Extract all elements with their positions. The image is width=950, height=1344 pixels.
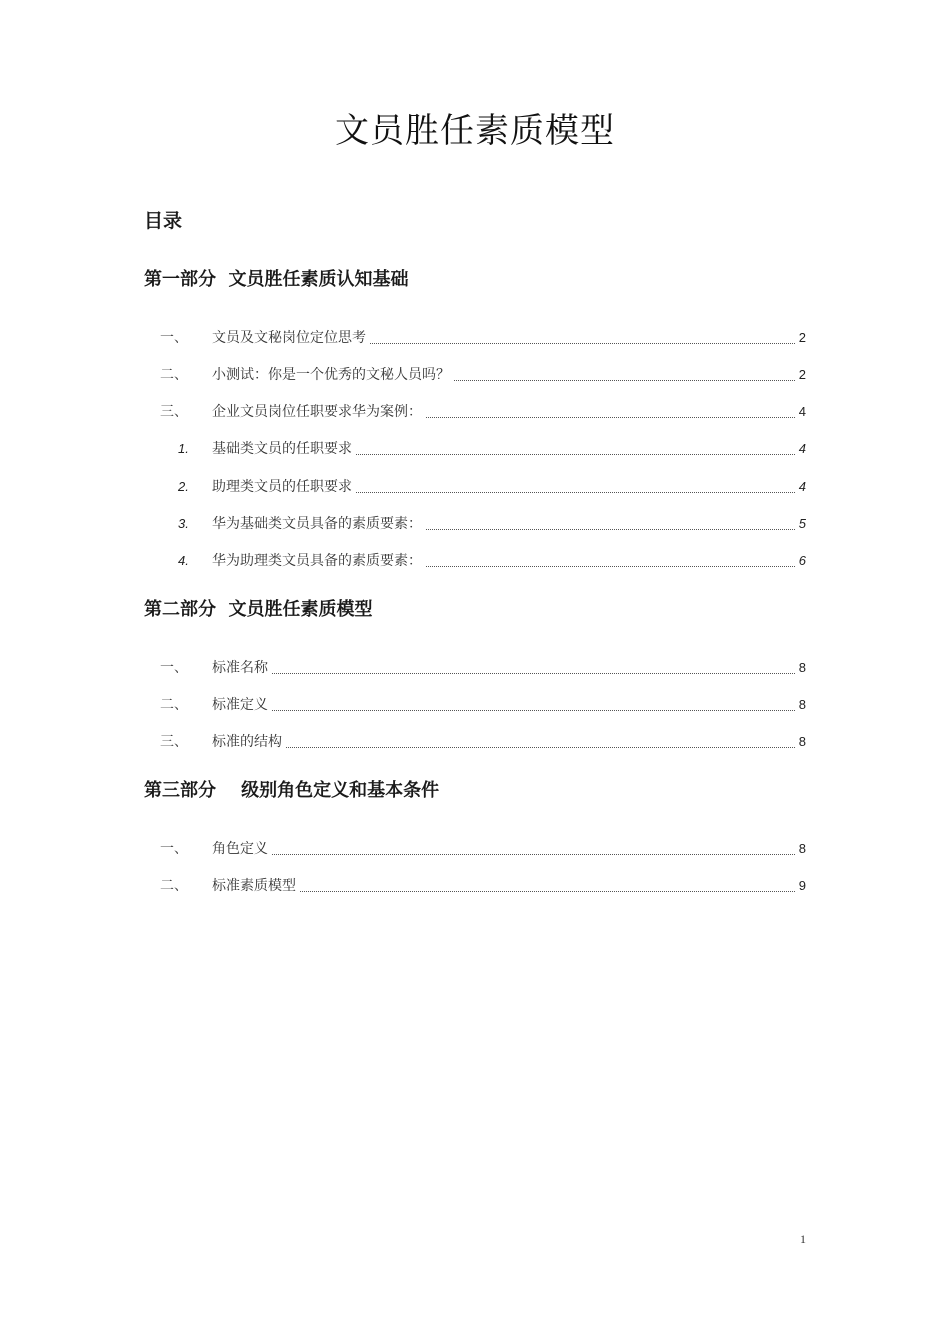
- toc-entry-label: 文员及文秘岗位定位思考: [212, 330, 366, 346]
- toc-entry-number: 二、: [160, 697, 188, 713]
- toc-entry-number: 1.: [178, 441, 189, 456]
- toc-entry-number: 一、: [160, 330, 188, 346]
- toc-entry-label: 标准名称: [212, 660, 268, 676]
- toc-subentry[interactable]: [160, 550, 806, 572]
- dot-leader: [426, 417, 795, 418]
- toc-entry-label: 企业文员岗位任职要求华为案例：: [212, 404, 422, 420]
- toc-entry-label: 标准素质模型: [212, 878, 296, 894]
- toc-entry[interactable]: [160, 364, 806, 386]
- dot-leader: [356, 492, 795, 493]
- toc-entry-label: 角色定义: [212, 841, 268, 857]
- toc-entry[interactable]: [160, 731, 806, 753]
- toc-entry-page: 5: [798, 516, 806, 531]
- toc-entry-number: 三、: [160, 734, 188, 750]
- toc-entry-number: 一、: [160, 841, 188, 857]
- toc-entry-number: 4.: [178, 553, 189, 568]
- toc-entry-page: 2: [798, 367, 806, 382]
- toc-entry-number: 2.: [178, 479, 189, 494]
- toc-entry-label: 标准的结构: [212, 734, 282, 750]
- dot-leader: [272, 673, 795, 674]
- section-heading-part-3: 第三部分 级别角色定义和基本条件: [144, 780, 440, 801]
- toc-entry-number: 二、: [160, 878, 188, 894]
- dot-leader: [454, 380, 795, 381]
- dot-leader: [426, 566, 795, 567]
- toc-entry-page: 9: [798, 878, 806, 893]
- section-heading-part-1: 第一部分 文员胜任素质认知基础: [144, 269, 409, 290]
- dot-leader: [426, 529, 795, 530]
- toc-entry-page: 6: [798, 553, 806, 568]
- toc-entry-page: 4: [798, 479, 806, 494]
- section-heading-part-2: 第二部分 文员胜任素质模型: [144, 599, 373, 620]
- dot-leader: [272, 854, 795, 855]
- toc-subentry[interactable]: [160, 513, 806, 535]
- toc-entry-number: 3.: [178, 516, 189, 531]
- page-number: 1: [800, 1232, 806, 1246]
- toc-entry-page: 2: [798, 330, 806, 345]
- toc-entry-label: 华为基础类文员具备的素质要素：: [212, 516, 422, 532]
- toc-heading: 目录: [144, 210, 183, 232]
- toc-entry[interactable]: [160, 657, 806, 679]
- toc-entry-page: 8: [798, 660, 806, 675]
- toc-entry[interactable]: [160, 694, 806, 716]
- dot-leader: [356, 454, 795, 455]
- toc-entry-page: 8: [798, 734, 806, 749]
- toc-subentry[interactable]: [160, 438, 806, 460]
- toc-entry-number: 一、: [160, 660, 188, 676]
- toc-entry-label: 小测试：你是一个优秀的文秘人员吗？: [212, 367, 450, 383]
- toc-entry-label: 助理类文员的任职要求: [212, 479, 352, 495]
- dot-leader: [272, 710, 795, 711]
- toc-entry[interactable]: [160, 327, 806, 349]
- toc-subentry[interactable]: [160, 476, 806, 498]
- toc-entry-number: 三、: [160, 404, 188, 420]
- dot-leader: [286, 747, 795, 748]
- dot-leader: [300, 891, 795, 892]
- toc-entry-page: 8: [798, 697, 806, 712]
- document-title: 文员胜任素质模型: [335, 111, 615, 151]
- toc-entry-page: 4: [798, 404, 806, 419]
- toc-entry-label: 基础类文员的任职要求: [212, 441, 352, 457]
- toc-entry-page: 8: [798, 841, 806, 856]
- toc-entry-label: 华为助理类文员具备的素质要素：: [212, 553, 422, 569]
- toc-entry[interactable]: [160, 838, 806, 860]
- toc-entry[interactable]: [160, 401, 806, 423]
- dot-leader: [370, 343, 795, 344]
- toc-entry-number: 二、: [160, 367, 188, 383]
- toc-entry-page: 4: [798, 441, 806, 456]
- toc-entry[interactable]: [160, 875, 806, 897]
- toc-entry-label: 标准定义: [212, 697, 268, 713]
